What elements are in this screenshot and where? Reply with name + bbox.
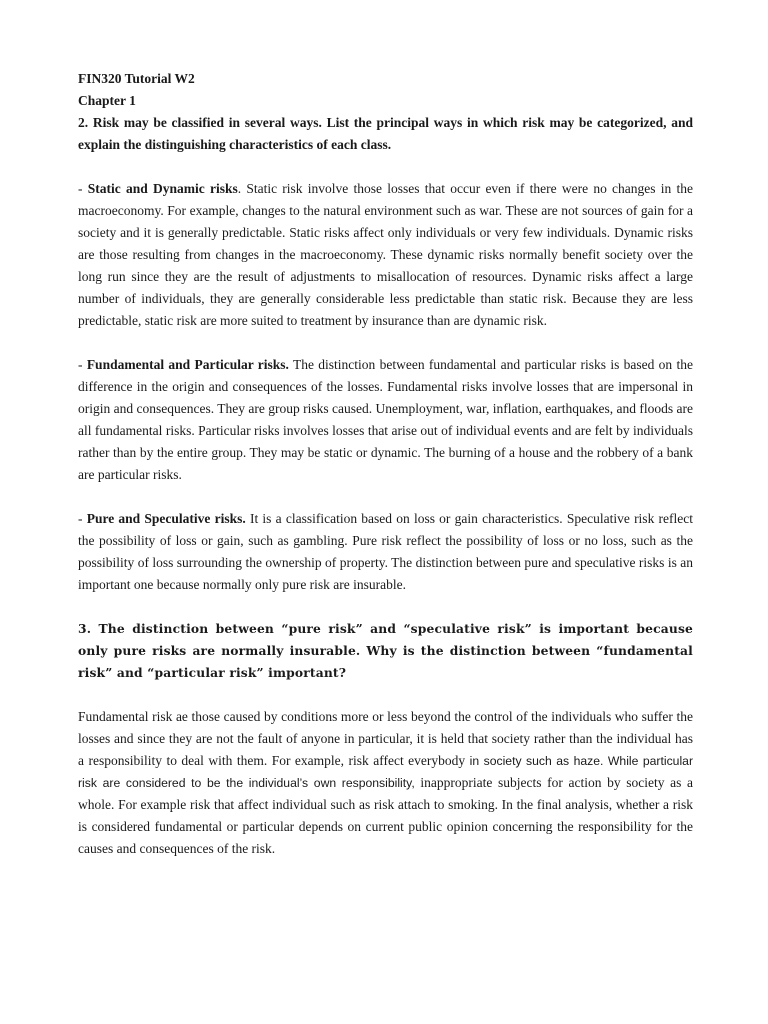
answer-part-1: Fundamental risk ae those caused by conditions more or less beyond the control of the individuals who suffer the losses and since they are not the fault of anyone in particular, it is held that society rather than the individual has a responsibility to deal with them. For example, risk affect everybody (78, 709, 693, 768)
spacer (78, 596, 693, 618)
bullet-dash: - (78, 511, 87, 526)
bullet-dash: - (78, 181, 88, 196)
static-dynamic-paragraph (78, 178, 693, 332)
bullet-dash: - (78, 357, 87, 372)
question-3-answer (78, 706, 693, 860)
spacer (78, 332, 693, 354)
answer-part-2: in society such as haze. While particular risk are considered to be the individual’s own responsibility, (78, 754, 694, 790)
spacer (78, 156, 693, 178)
fundamental-particular-paragraph (78, 354, 693, 486)
spacer (78, 684, 693, 706)
chapter-heading: Chapter 1 (78, 93, 136, 108)
answer-part-3: inappropriate subjects for action by society as a whole. For example risk that affect individual such as risk attach to smoking. In the final analysis, whether a risk is considered fundamental or particular depends on current public opinion concerning the responsibility for the causes and consequences of the risk. (78, 775, 694, 856)
fundamental-particular-heading: Fundamental and Particular risks. (86, 357, 289, 372)
fundamental-particular-body: The distinction between fundamental and particular risks is based on the difference in the origin and consequences of the losses. Fundamental risks involve losses that are impersonal in origin and consequences. They are group risks caused. Unemployment, war, inflation, earthquakes, and floods are all fundamental risks. Particular risks involves losses that arise out of individual events and are felt by individuals rather than by the entire group. They may be static or dynamic. The burning of a house and the robbery of a bank are particular risks. (78, 357, 693, 482)
pure-speculative-paragraph (78, 508, 693, 596)
static-dynamic-heading: Static and Dynamic risks (87, 181, 238, 196)
static-dynamic-body: . Static risk involve those losses that occur even if there were no changes in the macroeconomy. For example, changes to the natural environment such as war. These are not sources of gain for a society and it is generally predictable. Static risks affect only individuals or very few individuals. Dynamic risks are those resulting from changes in the macroeconomy. These dynamic risks normally benefit society over the long run since they are the result of adjustments to misallocation of resources. Dynamic risks affect a large number of individuals, they are generally considerable less predictable than static risk. Because they are less predictable, static risk are more suited to treatment by insurance than are dynamic risk. (78, 181, 694, 328)
document-title: FIN320 Tutorial W2 (78, 71, 195, 86)
document-page (78, 68, 693, 860)
question-2: 2. Risk may be classified in several ways. List the principal ways in which risk may be categorized, and explain the distinguishing characteristics of each class. (78, 115, 693, 152)
pure-speculative-body: It is a classification based on loss or gain characteristics. Speculative risk reflect the possibility of loss or gain, such as gambling. Pure risk reflect the possibility of loss or no loss, such as the possibility of loss surrounding the ownership of property. The distinction between pure and speculative risks is an important one because normally only pure risk are insurable. (78, 511, 693, 592)
question-3: 3. The distinction between “pure risk” and “speculative risk” is important because only pure risks are normally insurable. Why is the distinction between “fundamental risk” and “particular risk” important? (78, 621, 693, 680)
pure-speculative-heading: Pure and Speculative risks. (86, 511, 246, 526)
spacer (78, 486, 693, 508)
